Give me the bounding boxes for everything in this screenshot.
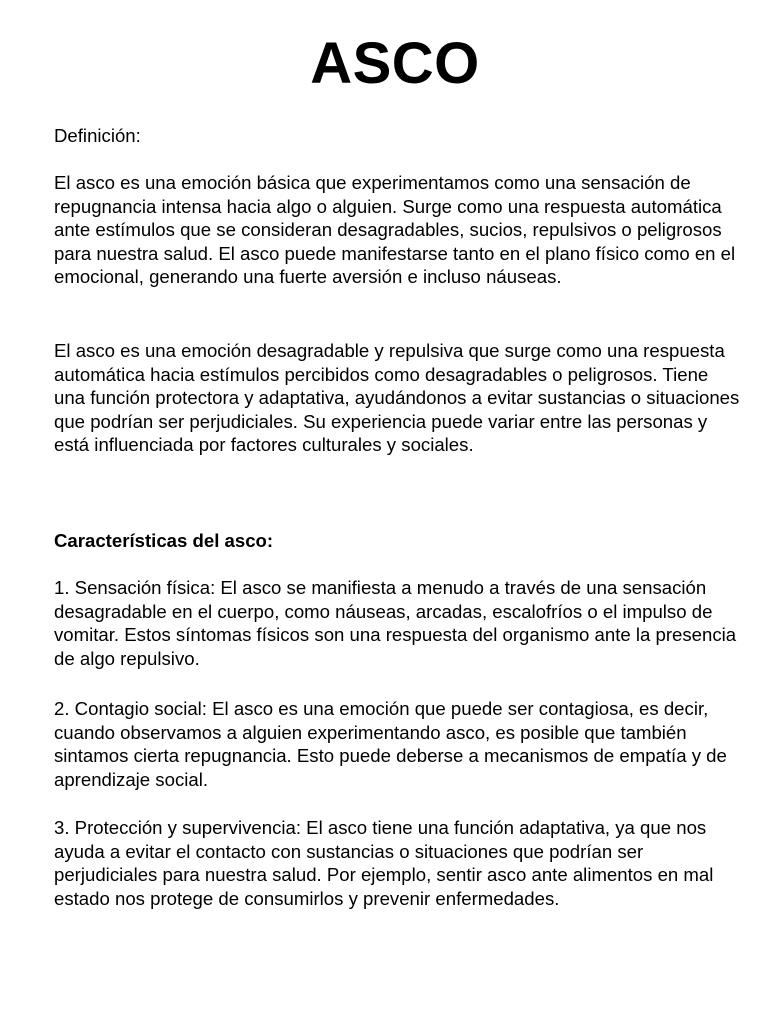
characteristic-item-2: 2. Contagio social: El asco es una emoción que puede ser contagiosa, es decir, cuando observamos a alguien experimentando asco, es posible que también sintamos cierta repugnancia. Esto puede deberse a mecanismos de empatía y de aprendizaje social. (54, 698, 727, 790)
definition-paragraph-2: El asco es una emoción desagradable y repulsiva que surge como una respuesta automática hacia estímulos percibidos como desagradables o peligrosos. Tiene una función protectora y adaptativa, ayudándonos a evitar sustancias o situaciones que podrían ser perjudiciales. Su experiencia puede variar entre las personas y está influenciada por factores culturales y sociales. (54, 340, 740, 456)
definition-paragraph-1: El asco es una emoción básica que experimentamos como una sensación de repugnancia intensa hacia algo o alguien. Surge como una respuesta automática ante estímulos que se consideran desagradables, sucios, repulsivos o peligrosos para nuestra salud. El asco puede manifestarse tanto en el plano físico como en el emocional, generando una fuerte aversión e incluso náuseas. (54, 172, 736, 288)
characteristic-item-1: 1. Sensación física: El asco se manifiesta a menudo a través de una sensación desagradable en el cuerpo, como náuseas, arcadas, escalofríos o el impulso de vomitar. Estos síntomas físicos son una respuesta del organismo ante la presencia de algo repulsivo. (54, 577, 737, 669)
characteristic-item-3: 3. Protección y supervivencia: El asco tiene una función adaptativa, ya que nos ayuda a evitar el contacto con sustancias o situaciones que podrían ser perjudiciales para nuestra salud. Por ejemplo, sentir asco ante alimentos en mal estado nos protege de consumirlos y prevenir enfermedades. (54, 817, 714, 909)
page-title: ASCO (310, 31, 480, 96)
definition-label: Definición: (54, 125, 141, 146)
characteristics-heading: Características del asco: (54, 530, 274, 551)
